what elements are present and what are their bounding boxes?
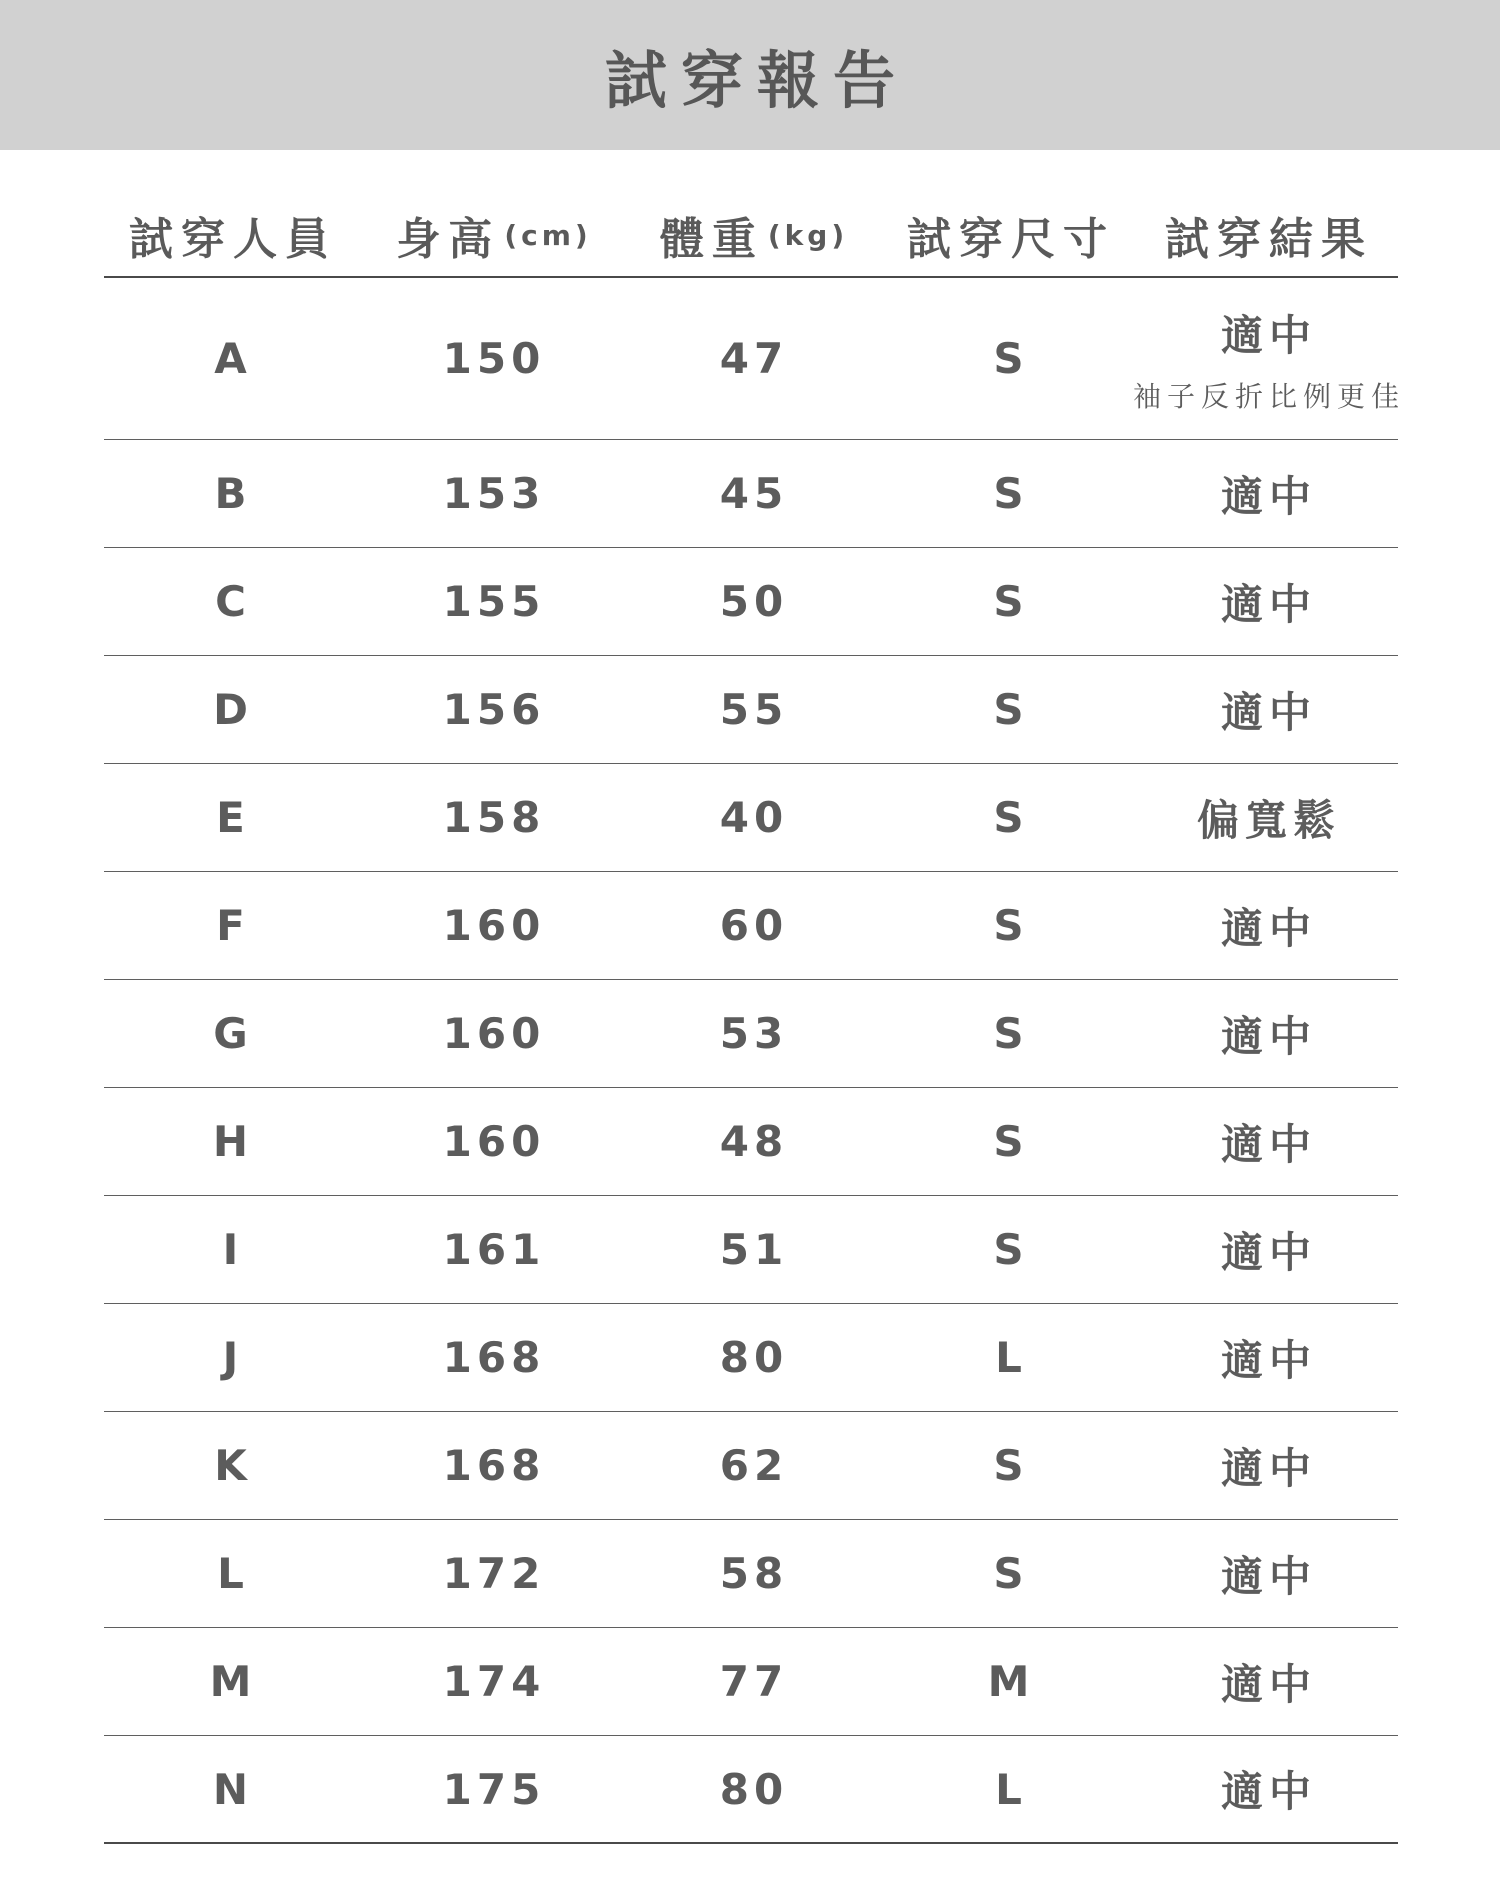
cell-result: 偏寬鬆 — [1196, 795, 1341, 845]
cell-weight: 62 — [719, 1441, 789, 1490]
cell-tester: L — [217, 1549, 249, 1598]
cell-size: S — [993, 793, 1029, 842]
table-row — [104, 980, 1398, 1088]
cell-tester: G — [213, 1009, 253, 1058]
cell-tester: C — [215, 577, 251, 626]
cell-result: 適中 — [1220, 903, 1317, 953]
header-size-label: 試穿尺寸 — [907, 214, 1115, 265]
cell-tester: N — [212, 1764, 254, 1814]
cell-weight: 77 — [719, 1657, 789, 1706]
cell-weight: 48 — [719, 1117, 789, 1166]
cell-size: S — [993, 1117, 1029, 1166]
cell-tester: K — [214, 1441, 252, 1490]
cell-height: 158 — [442, 793, 546, 842]
cell-tester: E — [216, 793, 250, 842]
table-body — [104, 278, 1406, 1844]
cell-weight: 55 — [719, 685, 789, 734]
header-weight-label: 體重 — [659, 214, 764, 265]
cell-size: S — [993, 901, 1029, 950]
cell-weight: 80 — [719, 1764, 789, 1814]
cell-size: L — [995, 1333, 1027, 1382]
header-result-label: 試穿結果 — [1165, 214, 1373, 265]
table-header — [104, 195, 1398, 275]
title-banner — [0, 0, 1500, 150]
header-tester-label: 試穿人員 — [129, 214, 337, 265]
cell-height: 160 — [442, 1117, 546, 1166]
cell-size: S — [993, 685, 1029, 734]
cell-height: 155 — [442, 577, 546, 626]
cell-height: 160 — [442, 1009, 546, 1058]
cell-tester: B — [214, 469, 252, 518]
cell-tester: H — [212, 1117, 254, 1166]
header-height-unit: (cm) — [504, 218, 592, 252]
cell-tester: A — [214, 334, 252, 383]
table-row — [104, 440, 1398, 548]
cell-result: 適中 — [1220, 471, 1317, 521]
cell-size: L — [995, 1764, 1027, 1814]
cell-weight: 50 — [719, 577, 789, 626]
page-title: 試穿報告 — [604, 43, 909, 117]
cell-result: 適中 — [1220, 687, 1317, 737]
table-row — [104, 764, 1398, 872]
cell-height: 175 — [442, 1764, 546, 1814]
cell-result: 適中 — [1220, 1551, 1317, 1601]
cell-weight: 60 — [719, 901, 789, 950]
cell-tester: J — [222, 1333, 244, 1382]
cell-weight: 40 — [719, 793, 789, 842]
cell-weight: 51 — [719, 1225, 789, 1274]
cell-size: S — [993, 1549, 1029, 1598]
cell-result — [1133, 278, 1406, 439]
header-height-label: 身高 — [396, 214, 501, 265]
header-height — [362, 195, 626, 275]
cell-height: 160 — [442, 901, 546, 950]
table-row — [104, 656, 1398, 764]
cell-result: 適中 — [1220, 1443, 1317, 1493]
cell-height: 168 — [442, 1333, 546, 1382]
cell-height: 172 — [442, 1549, 546, 1598]
cell-tester: M — [209, 1657, 257, 1706]
cell-result: 適中 — [1220, 1767, 1317, 1816]
table-row — [104, 1304, 1398, 1412]
table-row — [104, 1196, 1398, 1304]
table-row — [104, 278, 1406, 440]
cell-result: 適中 — [1220, 1011, 1317, 1061]
table-row — [104, 548, 1398, 656]
cell-size: S — [993, 577, 1029, 626]
cell-tester: I — [222, 1225, 244, 1274]
header-weight-unit: (kg) — [767, 218, 849, 252]
cell-size: S — [993, 334, 1029, 383]
table-row — [104, 1412, 1398, 1520]
cell-size: S — [993, 1441, 1029, 1490]
cell-size: S — [993, 1225, 1029, 1274]
header-result — [1140, 195, 1398, 275]
result-note: 袖子反折比例更佳 — [1133, 379, 1406, 413]
cell-height: 168 — [442, 1441, 546, 1490]
cell-weight: 47 — [719, 334, 789, 383]
cell-result: 適中 — [1220, 1335, 1317, 1385]
table-row — [104, 1088, 1398, 1196]
table-row — [104, 1520, 1398, 1628]
cell-height: 161 — [442, 1225, 546, 1274]
result-text: 適中 — [1220, 310, 1317, 360]
cell-result: 適中 — [1220, 1227, 1317, 1277]
cell-result: 適中 — [1220, 579, 1317, 629]
table-row — [104, 872, 1398, 980]
cell-size: S — [993, 1009, 1029, 1058]
table-row — [104, 1628, 1398, 1736]
cell-size: S — [993, 469, 1029, 518]
cell-weight: 80 — [719, 1333, 789, 1382]
cell-tester: D — [213, 685, 253, 734]
cell-tester: F — [216, 901, 250, 950]
cell-weight: 53 — [719, 1009, 789, 1058]
cell-weight: 45 — [719, 469, 789, 518]
cell-weight: 58 — [719, 1549, 789, 1598]
cell-height: 156 — [442, 685, 546, 734]
cell-size: M — [987, 1657, 1035, 1706]
header-tester — [104, 195, 362, 275]
header-weight — [626, 195, 882, 275]
cell-height: 153 — [442, 469, 546, 518]
cell-result: 適中 — [1220, 1659, 1317, 1709]
cell-result: 適中 — [1220, 1119, 1317, 1169]
table-row — [104, 1736, 1398, 1844]
cell-height: 174 — [442, 1657, 546, 1706]
header-size — [882, 195, 1140, 275]
cell-height: 150 — [442, 334, 546, 383]
